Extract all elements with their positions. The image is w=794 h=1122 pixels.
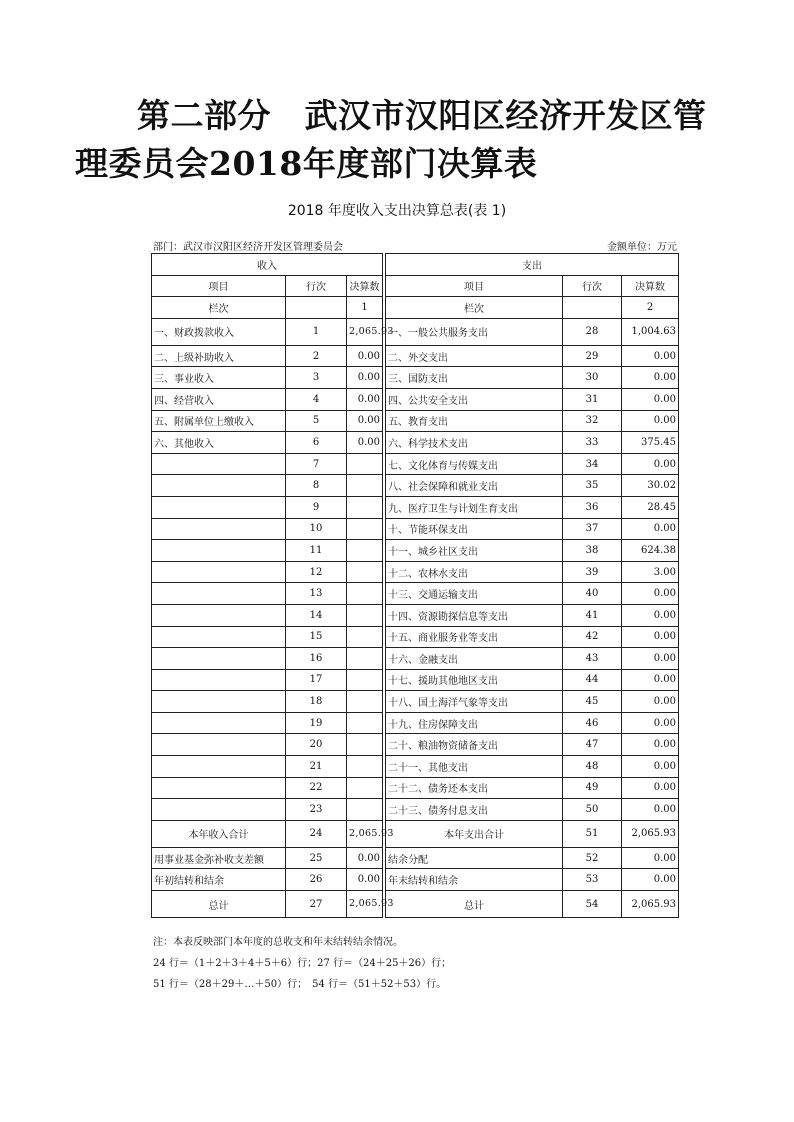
- income-row-no: 7: [286, 453, 347, 475]
- expense-amount: 0.00: [622, 388, 679, 410]
- income-row-no: 16: [286, 648, 347, 670]
- expense-item: 二十、粮油物资储备支出: [386, 734, 563, 756]
- expense-row-no: 29: [563, 345, 622, 367]
- total-row: [152, 847, 679, 869]
- table-row: [152, 799, 679, 821]
- income-row-no: 26: [286, 869, 347, 891]
- income-amount: [347, 496, 383, 518]
- income-amount: 2,065.93: [347, 318, 383, 345]
- table-row: [152, 432, 679, 454]
- table-row: [152, 540, 679, 562]
- expense-amount: 2,065.93: [622, 891, 679, 918]
- expense-row-no: 31: [563, 388, 622, 410]
- income-item: [152, 604, 286, 626]
- expense-item: 五、教育支出: [386, 410, 563, 432]
- expense-amount: 0.00: [622, 367, 679, 389]
- note-line: 51 行＝（28＋29＋…＋50）行； 54 行＝（51＋52＋53）行。: [153, 979, 447, 990]
- expense-amount: 30.02: [622, 475, 679, 497]
- income-amount: 0.00: [347, 432, 383, 454]
- income-amount: [347, 518, 383, 540]
- expense-row-no: 36: [563, 496, 622, 518]
- income-item: [152, 712, 286, 734]
- expense-item: 十一、城乡社区支出: [386, 540, 563, 562]
- expense-amount: 0.00: [622, 777, 679, 799]
- income-item: [152, 561, 286, 583]
- expense-row-no: 32: [563, 410, 622, 432]
- total-row: [152, 869, 679, 891]
- expense-item: 九、医疗卫生与计划生育支出: [386, 496, 563, 518]
- income-item: 一、财政拨款收入: [152, 318, 286, 345]
- income-item-header: 项目: [152, 275, 286, 297]
- table-row: [152, 518, 679, 540]
- expense-row-no: 39: [563, 561, 622, 583]
- expense-row-no: 42: [563, 626, 622, 648]
- income-item: [152, 756, 286, 778]
- expense-amount: 0.00: [622, 626, 679, 648]
- income-item: [152, 518, 286, 540]
- expense-item: 八、社会保障和就业支出: [386, 475, 563, 497]
- table-row: [152, 410, 679, 432]
- page-heading: 第二部分 武汉市汉阳区经济开发区管理委员会2018年度部门决算表: [75, 96, 707, 183]
- total-row: [152, 820, 679, 847]
- expense-item: 二十二、债务还本支出: [386, 777, 563, 799]
- expense-amount: 0.00: [622, 869, 679, 891]
- table-notes: [153, 932, 451, 995]
- expense-amount: 0.00: [622, 712, 679, 734]
- income-item: [152, 799, 286, 821]
- table-row: [152, 453, 679, 475]
- income-amount: [347, 540, 383, 562]
- income-amount: 0.00: [347, 869, 383, 891]
- income-row-no: 15: [286, 626, 347, 648]
- expense-amount: 0.00: [622, 518, 679, 540]
- table-row: [152, 777, 679, 799]
- expense-amount: 0.00: [622, 453, 679, 475]
- income-amount-header: 决算数: [347, 275, 383, 297]
- table-row: [152, 604, 679, 626]
- income-amount: [347, 453, 383, 475]
- table-row: [152, 626, 679, 648]
- income-item: [152, 691, 286, 713]
- table-row: [152, 345, 679, 367]
- income-row-no: 23: [286, 799, 347, 821]
- income-item: 四、经营收入: [152, 388, 286, 410]
- table-row: [152, 388, 679, 410]
- table-row: [152, 496, 679, 518]
- expense-item: 四、公共安全支出: [386, 388, 563, 410]
- expense-item: 十八、国土海洋气象等支出: [386, 691, 563, 713]
- expense-item: 二、外交支出: [386, 345, 563, 367]
- income-row-no: 1: [286, 318, 347, 345]
- income-amount: [347, 669, 383, 691]
- income-item: [152, 648, 286, 670]
- total-row: [152, 891, 679, 918]
- expense-row-no: 40: [563, 583, 622, 605]
- expense-item: 三、国防支出: [386, 367, 563, 389]
- expense-amount: 0.00: [622, 604, 679, 626]
- table-row: [152, 561, 679, 583]
- income-row-no: 4: [286, 388, 347, 410]
- expense-col-label: 栏次: [386, 297, 563, 319]
- income-amount: 0.00: [347, 410, 383, 432]
- income-item: [152, 777, 286, 799]
- income-row-no: 5: [286, 410, 347, 432]
- expense-row-no: 49: [563, 777, 622, 799]
- income-row-no: 20: [286, 734, 347, 756]
- expense-amount: 3.00: [622, 561, 679, 583]
- expense-item: 六、科学技术支出: [386, 432, 563, 454]
- income-item: 六、其他收入: [152, 432, 286, 454]
- expense-amount: 0.00: [622, 691, 679, 713]
- income-amount: 0.00: [347, 847, 383, 869]
- section-header-row: [152, 254, 679, 276]
- income-amount: [347, 712, 383, 734]
- table-row: [152, 475, 679, 497]
- income-amount: 2,065.93: [347, 891, 383, 918]
- income-item: [152, 669, 286, 691]
- expense-row-no: 48: [563, 756, 622, 778]
- expense-item: 总计: [386, 891, 563, 918]
- income-amount: 0.00: [347, 388, 383, 410]
- income-item: 二、上级补助收入: [152, 345, 286, 367]
- expense-rowno-header: 行次: [563, 275, 622, 297]
- income-amount: [347, 626, 383, 648]
- income-row-no: 24: [286, 820, 347, 847]
- expense-row-no: 43: [563, 648, 622, 670]
- income-amount: [347, 799, 383, 821]
- income-row-no: 19: [286, 712, 347, 734]
- income-col-label: 栏次: [152, 297, 286, 319]
- income-rowno-header: 行次: [286, 275, 347, 297]
- expense-row-no: 47: [563, 734, 622, 756]
- expense-amount: 0.00: [622, 669, 679, 691]
- expense-item: 十四、资源勘探信息等支出: [386, 604, 563, 626]
- income-item: [152, 540, 286, 562]
- table-row: [152, 712, 679, 734]
- income-amount: [347, 648, 383, 670]
- expense-row-no: 46: [563, 712, 622, 734]
- income-item: [152, 475, 286, 497]
- income-item: 三、事业收入: [152, 367, 286, 389]
- expense-amount: 0.00: [622, 734, 679, 756]
- income-row-no: 14: [286, 604, 347, 626]
- income-row-no: 27: [286, 891, 347, 918]
- expense-item: 二十三、债务付息支出: [386, 799, 563, 821]
- expense-item: 本年支出合计: [386, 820, 563, 847]
- table-row: [152, 318, 679, 345]
- income-row-no: 10: [286, 518, 347, 540]
- income-item: [152, 734, 286, 756]
- income-amount: [347, 561, 383, 583]
- expense-amount: 0.00: [622, 756, 679, 778]
- income-amount: [347, 734, 383, 756]
- income-amount: 0.00: [347, 345, 383, 367]
- income-row-no: 3: [286, 367, 347, 389]
- expense-amount: 0.00: [622, 799, 679, 821]
- expense-row-no: 35: [563, 475, 622, 497]
- expense-amount: 0.00: [622, 847, 679, 869]
- expense-row-no: 52: [563, 847, 622, 869]
- income-item: [152, 496, 286, 518]
- income-item: [152, 453, 286, 475]
- expense-row-no: 33: [563, 432, 622, 454]
- expense-item: 年末结转和结余: [386, 869, 563, 891]
- expense-item: 十七、援助其他地区支出: [386, 669, 563, 691]
- income-row-no: 12: [286, 561, 347, 583]
- expense-amount: 624.38: [622, 540, 679, 562]
- table-row: [152, 669, 679, 691]
- expense-amount: 2,065.93: [622, 820, 679, 847]
- income-row-no: 21: [286, 756, 347, 778]
- income-row-no: 17: [286, 669, 347, 691]
- income-item: [152, 626, 286, 648]
- table-row: [152, 583, 679, 605]
- expense-item: 结余分配: [386, 847, 563, 869]
- table-row: [152, 648, 679, 670]
- expense-item-header: 项目: [386, 275, 563, 297]
- income-item: 总计: [152, 891, 286, 918]
- income-row-no: 25: [286, 847, 347, 869]
- income-col-index: 1: [347, 297, 383, 319]
- expense-amount: 0.00: [622, 583, 679, 605]
- income-item: 用事业基金弥补收支差额: [152, 847, 286, 869]
- income-amount: [347, 756, 383, 778]
- income-row-no: 22: [286, 777, 347, 799]
- table-row: [152, 734, 679, 756]
- budget-summary-table: [151, 253, 679, 918]
- expense-row-no: 54: [563, 891, 622, 918]
- expense-item: 十三、交通运输支出: [386, 583, 563, 605]
- expense-item: 十六、金融支出: [386, 648, 563, 670]
- column-index-row: [152, 297, 679, 319]
- expense-row-no: 34: [563, 453, 622, 475]
- expense-item: 十九、住房保障支出: [386, 712, 563, 734]
- table-title: 2018 年度收入支出决算总表(表 1): [287, 203, 507, 219]
- expense-row-no: 53: [563, 869, 622, 891]
- department-label: 部门：武汉市汉阳区经济开发区管理委员会: [153, 242, 343, 253]
- income-row-no: 9: [286, 496, 347, 518]
- income-row-no: 2: [286, 345, 347, 367]
- expense-amount: 28.45: [622, 496, 679, 518]
- note-line: 注：本表反映部门本年度的总收支和年末结转结余情况。: [153, 937, 403, 948]
- unit-label: 金额单位：万元: [607, 242, 677, 253]
- income-row-no: 6: [286, 432, 347, 454]
- income-amount: [347, 691, 383, 713]
- expense-row-no: 44: [563, 669, 622, 691]
- expense-row-no: 51: [563, 820, 622, 847]
- income-amount: 2,065.93: [347, 820, 383, 847]
- income-row-no: 13: [286, 583, 347, 605]
- income-amount: [347, 475, 383, 497]
- income-item: [152, 583, 286, 605]
- expense-amount-header: 决算数: [622, 275, 679, 297]
- expense-amount: 0.00: [622, 648, 679, 670]
- income-row-no: 11: [286, 540, 347, 562]
- expense-row-no: 28: [563, 318, 622, 345]
- table-row: [152, 756, 679, 778]
- expense-row-no: 37: [563, 518, 622, 540]
- expense-row-no: 50: [563, 799, 622, 821]
- income-item: 本年收入合计: [152, 820, 286, 847]
- income-amount: [347, 583, 383, 605]
- expense-item: 一、一般公共服务支出: [386, 318, 563, 345]
- expense-amount: 0.00: [622, 410, 679, 432]
- expense-item: 七、文化体育与传媒支出: [386, 453, 563, 475]
- note-line: 24 行＝（1＋2＋3＋4＋5＋6）行；27 行＝（24＋25＋26）行；: [153, 958, 452, 969]
- income-header: 收入: [152, 254, 383, 276]
- expense-row-no: 30: [563, 367, 622, 389]
- income-amount: 0.00: [347, 367, 383, 389]
- expense-header: 支出: [386, 254, 679, 276]
- expense-item: 二十一、其他支出: [386, 756, 563, 778]
- expense-item: 十、节能环保支出: [386, 518, 563, 540]
- column-header-row: [152, 275, 679, 297]
- expense-amount: 0.00: [622, 345, 679, 367]
- income-row-no: 8: [286, 475, 347, 497]
- expense-row-no: 45: [563, 691, 622, 713]
- income-amount: [347, 777, 383, 799]
- expense-row-no: 38: [563, 540, 622, 562]
- expense-item: 十五、商业服务业等支出: [386, 626, 563, 648]
- expense-row-no: 41: [563, 604, 622, 626]
- table-row: [152, 691, 679, 713]
- expense-item: 十二、农林水支出: [386, 561, 563, 583]
- income-item: 年初结转和结余: [152, 869, 286, 891]
- income-item: 五、附属单位上缴收入: [152, 410, 286, 432]
- expense-amount: 1,004.63: [622, 318, 679, 345]
- income-row-no: 18: [286, 691, 347, 713]
- income-amount: [347, 604, 383, 626]
- expense-amount: 375.45: [622, 432, 679, 454]
- table-row: [152, 367, 679, 389]
- expense-col-index: 2: [622, 297, 679, 319]
